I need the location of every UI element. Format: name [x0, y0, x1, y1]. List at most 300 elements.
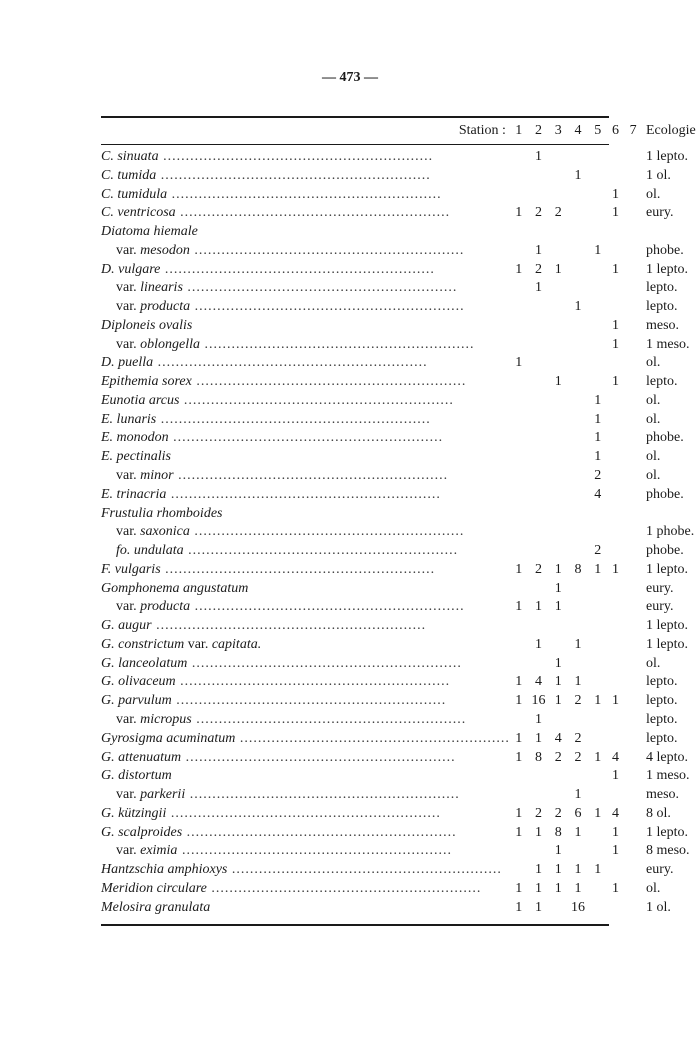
species-name-part: G. kützingii: [101, 805, 167, 821]
leader-dots: ............................................................: [153, 355, 428, 371]
table-row: [101, 317, 700, 336]
station-6-count: [607, 486, 625, 505]
station-3-count: [549, 279, 567, 298]
species-name-part: producta: [140, 599, 191, 615]
station-6-count: 1: [611, 561, 619, 577]
station-6-count: 1: [611, 880, 619, 896]
station-3-count: [549, 617, 567, 636]
ecology-value: 1 ol.: [645, 899, 671, 915]
species-name-part: mesodon: [140, 242, 190, 258]
station-2-count: [528, 429, 550, 448]
species-name: [101, 354, 510, 373]
station-1-count: [510, 580, 528, 599]
ecology-value: 1 lepto.: [645, 149, 688, 164]
table-row: [101, 673, 700, 692]
station-6-count: [607, 580, 625, 599]
station-4-count: 2: [574, 693, 582, 709]
station-1-count: [510, 336, 528, 355]
station-6-count: [607, 598, 625, 617]
leader-dots: ............................................................: [156, 411, 431, 427]
station-5-count: [589, 730, 607, 749]
station-4-count: 2: [574, 730, 582, 746]
station-7-count: [624, 167, 642, 186]
station-5-count: 1: [594, 392, 602, 408]
station-header: 7: [629, 123, 637, 138]
species-name: [101, 598, 510, 617]
station-2-count: 1: [535, 899, 543, 915]
station-1-count: [510, 655, 528, 674]
station-7-count: [624, 411, 642, 430]
ecology-value: phobe.: [645, 242, 684, 258]
leader-dots: ............................................................: [171, 693, 447, 709]
table-row: [101, 411, 700, 430]
species-name: [101, 805, 510, 824]
station-7-count: [624, 242, 642, 261]
ecology-value: 1 lepto.: [645, 261, 688, 277]
station-2-count: 1: [535, 730, 543, 746]
station-4-count: 1: [574, 636, 582, 652]
station-3-count: 1: [554, 862, 562, 878]
station-header: 6: [611, 123, 619, 138]
station-4-count: [567, 711, 589, 730]
ecology-value: ol.: [645, 655, 661, 671]
species-name-part: var.: [116, 599, 141, 615]
species-name-part: micropus: [140, 711, 192, 727]
species-name: [101, 655, 510, 674]
station-5-count: [589, 505, 607, 524]
station-3-count: 1: [554, 580, 562, 596]
station-1-count: 1: [515, 261, 523, 277]
ecology-value: 4 lepto.: [645, 749, 688, 765]
species-name-part: G. scalproides: [101, 824, 183, 840]
station-3-count: 2: [554, 749, 562, 765]
species-name: [101, 429, 510, 448]
station-2-count: 1: [535, 280, 543, 296]
station-5-count: [589, 617, 607, 636]
table-row: [101, 880, 700, 899]
species-name: [101, 767, 510, 786]
leader-dots: ............................................................: [183, 543, 459, 559]
table-row: [101, 467, 700, 486]
station-6-count: [607, 223, 625, 242]
species-name-part: F. vulgaris: [101, 561, 161, 577]
station-6-count: [607, 505, 625, 524]
species-name: [101, 167, 510, 186]
species-name-part: minor: [140, 468, 174, 484]
species-name-part: var.: [116, 524, 141, 540]
leader-dots: ............................................................: [200, 336, 475, 352]
leader-dots: ............................................................: [160, 561, 436, 577]
station-1-count: 1: [515, 693, 523, 709]
station-2-count: 1: [535, 149, 543, 164]
species-name: [101, 561, 510, 580]
species-name: [101, 204, 510, 223]
station-5-count: 1: [594, 430, 602, 446]
station-7-count: [624, 523, 642, 542]
species-name: [101, 880, 510, 899]
station-3-count: [549, 336, 567, 355]
station-3-count: [549, 298, 567, 317]
leader-dots: ............................................................: [158, 149, 434, 164]
station-6-count: 4: [611, 749, 619, 765]
station-3-count: 1: [554, 843, 562, 859]
station-1-count: [510, 317, 528, 336]
station-4-count: 1: [574, 862, 582, 878]
species-name-part: Melosira granulata: [101, 899, 211, 915]
station-2-count: [528, 617, 550, 636]
station-6-count: 1: [611, 261, 619, 277]
table-row: [101, 523, 700, 542]
station-2-count: [528, 767, 550, 786]
table-row: [101, 448, 700, 467]
ecology-value: eury.: [645, 580, 674, 596]
station-6-count: [607, 279, 625, 298]
species-name-part: var.: [116, 843, 141, 859]
species-name-part: saxonica: [140, 524, 190, 540]
station-5-count: 1: [594, 242, 602, 258]
station-1-count: 1: [515, 899, 523, 915]
station-7-count: [624, 186, 642, 205]
table-row: [101, 767, 700, 786]
species-name: [101, 692, 510, 711]
table-row: [101, 617, 700, 636]
species-name-part: G. parvulum: [101, 693, 172, 709]
station-4-count: 1: [574, 299, 582, 315]
species-name: [101, 824, 510, 843]
station-2-count: [528, 448, 550, 467]
species-name-part: var.: [116, 242, 141, 258]
station-5-count: [589, 279, 607, 298]
table-row: [101, 636, 700, 655]
station-1-count: 1: [515, 205, 523, 221]
species-name-part: D. puella: [101, 355, 154, 371]
station-3-count: [549, 542, 567, 561]
station-5-count: 1: [594, 693, 602, 709]
station-3-count: [549, 711, 567, 730]
ecology-value: 1 lepto.: [645, 636, 688, 652]
table-row: [101, 749, 700, 768]
species-name-part: Gomphonema angustatum: [101, 580, 249, 596]
ecology-value: 1 phobe.: [645, 524, 695, 540]
station-4-count: [567, 411, 589, 430]
ecology-value: 8 ol.: [645, 805, 671, 821]
species-name-part: D. vulgare: [101, 261, 161, 277]
station-4-count: 1: [574, 787, 582, 803]
station-5-count: [589, 354, 607, 373]
station-4-count: [567, 392, 589, 411]
station-5-count: 1: [594, 449, 602, 465]
table-row: [101, 148, 700, 167]
station-2-count: [528, 523, 550, 542]
station-1-count: [510, 842, 528, 861]
station-1-count: 1: [515, 805, 523, 821]
station-6-count: [607, 167, 625, 186]
species-name: [101, 411, 510, 430]
station-4-count: 1: [574, 167, 582, 183]
station-7-count: [624, 805, 642, 824]
species-name-part: G. constrictum: [101, 636, 185, 652]
station-4-count: [567, 842, 589, 861]
station-5-count: [589, 317, 607, 336]
ecology-value: 8 meso.: [645, 843, 690, 859]
species-name-part: E. lunaris: [101, 411, 157, 427]
table-row: [101, 298, 700, 317]
station-4-count: 16: [571, 899, 586, 915]
station-1-count: [510, 279, 528, 298]
station-6-count: [607, 523, 625, 542]
station-5-count: 2: [594, 468, 602, 484]
table-row: [101, 899, 700, 918]
station-6-count: [607, 711, 625, 730]
station-5-count: 2: [594, 543, 602, 559]
station-7-count: [624, 392, 642, 411]
station-7-count: [624, 336, 642, 355]
leader-dots: ............................................................: [156, 167, 431, 183]
station-6-count: [607, 861, 625, 880]
station-2-count: 2: [535, 205, 543, 221]
station-5-count: [589, 598, 607, 617]
species-name-part: Hantzschia amphioxys: [101, 862, 228, 878]
station-3-count: 1: [554, 561, 562, 577]
station-header: 2: [535, 123, 543, 138]
ecology-value: eury.: [645, 205, 674, 221]
species-name: [101, 786, 510, 805]
species-name: [101, 899, 510, 918]
station-6-count: 4: [611, 805, 619, 821]
station-4-count: [567, 336, 589, 355]
station-1-count: [510, 542, 528, 561]
table-row: [101, 373, 700, 392]
station-7-count: [624, 598, 642, 617]
station-5-count: [589, 711, 607, 730]
ecology-value: meso.: [645, 787, 680, 803]
station-7-count: [624, 505, 642, 524]
station-label: Station :: [458, 123, 506, 138]
table-row: [101, 392, 700, 411]
station-2-count: 1: [535, 636, 543, 652]
station-7-count: [624, 373, 642, 392]
station-4-count: [567, 542, 589, 561]
station-header: 5: [594, 123, 602, 138]
station-5-count: [589, 767, 607, 786]
station-6-count: [607, 467, 625, 486]
station-7-count: [624, 561, 642, 580]
station-6-count: 1: [611, 317, 619, 333]
station-1-count: 1: [515, 599, 523, 615]
station-4-count: [567, 354, 589, 373]
station-1-count: [510, 242, 528, 261]
station-7-count: [624, 861, 642, 880]
table-row: [101, 505, 700, 524]
station-3-count: 8: [554, 824, 562, 840]
table-row: [101, 598, 700, 617]
station-1-count: 1: [515, 561, 523, 577]
station-4-count: 1: [574, 824, 582, 840]
species-name-part: oblongella: [140, 336, 200, 352]
species-name-part: var.: [116, 280, 141, 296]
species-name-part: C. tumida: [101, 167, 157, 183]
station-4-count: [567, 279, 589, 298]
station-2-count: 1: [535, 242, 543, 258]
station-header: 1: [515, 123, 523, 138]
station-2-count: 8: [535, 749, 543, 765]
station-4-count: [567, 767, 589, 786]
station-header: 3: [554, 123, 562, 138]
station-6-count: [607, 617, 625, 636]
station-3-count: [549, 636, 567, 655]
station-6-count: 1: [611, 693, 619, 709]
ecology-value: lepto.: [645, 280, 678, 296]
leader-dots: ............................................................: [173, 468, 449, 484]
station-1-count: [510, 711, 528, 730]
station-7-count: [624, 354, 642, 373]
species-name-part: E. trinacria: [101, 486, 167, 502]
station-2-count: 16: [531, 693, 546, 709]
station-6-count: 1: [611, 336, 619, 352]
station-4-count: 1: [574, 880, 582, 896]
station-1-count: [510, 298, 528, 317]
station-1-count: [510, 411, 528, 430]
station-3-count: [549, 354, 567, 373]
station-7-count: [624, 279, 642, 298]
table-row: [101, 261, 700, 280]
station-2-count: 2: [535, 261, 543, 277]
table-row: [101, 486, 700, 505]
table-row: [101, 204, 700, 223]
species-name-part: linearis: [140, 280, 183, 296]
leader-dots: ............................................................: [191, 374, 467, 390]
station-7-count: [624, 655, 642, 674]
station-2-count: 1: [535, 599, 543, 615]
station-1-count: [510, 617, 528, 636]
ecology-value: [642, 505, 700, 524]
station-5-count: [589, 673, 607, 692]
ecology-value: 1 lepto.: [645, 618, 688, 634]
station-2-count: [528, 786, 550, 805]
station-6-count: [607, 354, 625, 373]
station-2-count: [528, 580, 550, 599]
station-5-count: [589, 636, 607, 655]
leader-dots: ............................................................: [175, 674, 451, 690]
station-1-count: 1: [515, 880, 523, 896]
leader-dots: ............................................................: [190, 599, 465, 615]
station-5-count: [589, 824, 607, 843]
station-7-count: [624, 673, 642, 692]
species-name: [101, 523, 510, 542]
station-1-count: [510, 767, 528, 786]
species-name-part: var.: [116, 299, 141, 315]
station-7-count: [624, 223, 642, 242]
ecology-value: [642, 223, 700, 242]
station-1-count: [510, 505, 528, 524]
species-name-part: C. sinuata: [101, 149, 159, 164]
table-row: [101, 279, 700, 298]
species-name-part: E. monodon: [101, 430, 169, 446]
species-name: [101, 242, 510, 261]
station-3-count: [549, 429, 567, 448]
species-name: [101, 580, 510, 599]
station-5-count: [589, 148, 607, 167]
station-3-count: [549, 486, 567, 505]
table-row: [101, 655, 700, 674]
station-4-count: [567, 655, 589, 674]
species-name-part: Gyrosigma acuminatum: [101, 730, 236, 746]
leader-dots: ............................................................: [177, 843, 452, 859]
species-name: [101, 223, 510, 242]
station-7-count: [624, 767, 642, 786]
station-3-count: 1: [554, 674, 562, 690]
station-6-count: [607, 542, 625, 561]
station-6-count: [607, 448, 625, 467]
table-row: [101, 542, 700, 561]
station-6-count: 1: [611, 186, 619, 202]
species-name-part: Diatoma hiemale: [101, 224, 198, 240]
leader-dots: ............................................................: [151, 618, 427, 634]
station-4-count: 1: [574, 674, 582, 690]
station-2-count: [528, 505, 550, 524]
species-name: [101, 730, 510, 749]
leader-dots: ............................................................: [235, 730, 510, 746]
station-5-count: [589, 786, 607, 805]
leader-dots: ............................................................: [206, 880, 482, 896]
station-5-count: [589, 880, 607, 899]
table-row: [101, 786, 700, 805]
species-name-part: var.: [116, 787, 141, 803]
table-row: [101, 242, 700, 261]
species-name: [101, 261, 510, 280]
station-5-count: 1: [594, 805, 602, 821]
station-2-count: 1: [535, 862, 543, 878]
station-3-count: [549, 392, 567, 411]
station-2-count: [528, 842, 550, 861]
station-5-count: [589, 580, 607, 599]
leader-dots: ............................................................: [189, 242, 465, 258]
station-1-count: [510, 429, 528, 448]
station-7-count: [624, 636, 642, 655]
table-row: [101, 711, 700, 730]
species-name-part: var.: [116, 711, 141, 727]
species-name: [101, 636, 510, 655]
species-name-part: Epithemia sorex: [101, 374, 192, 390]
top-rule: [101, 116, 609, 118]
station-4-count: 6: [574, 805, 582, 821]
station-1-count: [510, 523, 528, 542]
station-1-count: [510, 486, 528, 505]
station-1-count: [510, 467, 528, 486]
station-5-count: [589, 373, 607, 392]
leader-dots: ............................................................: [227, 862, 502, 878]
station-5-count: [589, 655, 607, 674]
station-6-count: 1: [611, 824, 619, 840]
station-4-count: [567, 467, 589, 486]
station-2-count: 1: [535, 824, 543, 840]
ecology-value: ol.: [645, 468, 661, 484]
station-1-count: [510, 167, 528, 186]
species-name: [101, 749, 510, 768]
species-name-part: undulata: [133, 543, 184, 559]
station-3-count: 1: [554, 880, 562, 896]
station-2-count: 2: [535, 561, 543, 577]
species-name-part: G. olivaceum: [101, 674, 176, 690]
station-1-count: 1: [515, 355, 523, 371]
station-4-count: 2: [574, 749, 582, 765]
station-3-count: 1: [554, 374, 562, 390]
leader-dots: ............................................................: [179, 392, 454, 408]
station-6-count: [607, 786, 625, 805]
station-7-count: [624, 448, 642, 467]
station-2-count: [528, 542, 550, 561]
ecology-value: lepto.: [645, 730, 678, 746]
